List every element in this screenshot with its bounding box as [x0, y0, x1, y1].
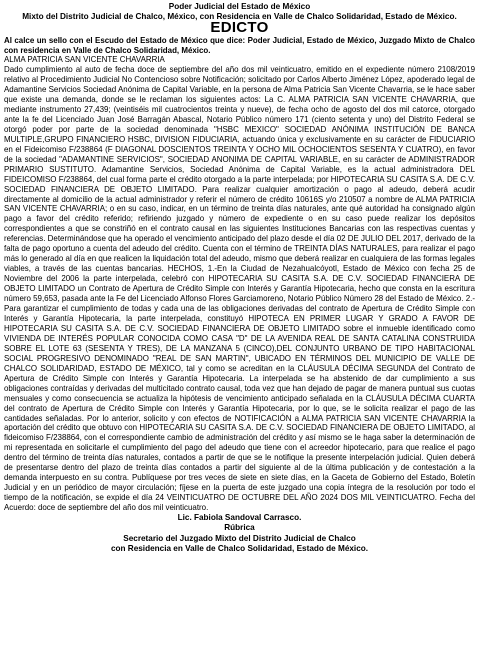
edict-body: Dado cumplimiento al auto de fecha doce de septiembre del año dos mil veinticuatro, emitido en el expediente número 2108/2019 relativo al Procedimiento Judicial No Contencioso sobre Notificación; solicitado por Carlos Alberto Jiménez López, apoderado legal de Adamantine Servicios Sociedad Anónima de Capital Variable, en la persona de Alma Patricia San Vicente Chavarria, se le hace saber que existe una demanda, donde se le reclaman los siguientes actos: La C. ALMA PATRICIA SAN VICENTE CHAVARRIA, que mediante instrumento 27,439; (veintiséis mil cuatrocientos treinta y nueve), de fecha ocho de agosto del dos mil catorce, otorgado ante la fe del Licenciado Juan José Barragán Abascal, Notario Público número 171 (ciento setenta y uno) del Distrito Federal se otorgó poder por parte de la sociedad denominada "HSBC MEXICO" SOCIEDAD ANÓNIMA INSTITUCIÓN DE BANCA MULTIPLE,GRUPO FINANCIERO HSBC, DIVISION FIDUCIARIA, actuando única y exclusivamente en su carácter de FIDUCIARIO en el Fideicomiso F/238864 (F DIAGONAL DOSCIENTOS TREINTA Y OCHO MIL OCHOCIENTOS SESENTA Y CUATRO), en favor de la sociedad "ADAMANTINE SERVICIOS", SOCIEDAD ANONIMA DE CAPITAL VARIABLE, en su carácter de ADMINISTRADOR PRIMARIO SUSTITUTO. Adamantine Servicios, Sociedad Anónima de Capital Variable, es la actual administradora DEL FIDEICOMISO F/238864, del cual forma parte el crédito otorgado a la parte interpelada; por HIPOTECARIA SU CASITA S.A. DE C.V. SOCIEDAD FINANCIERA DE OBJETO LIMITADO. Para realizar cualquier amortización o pago al adeudo, deberá acudir directamente al domicilio de la actual administrador y referir el número de crédito 10616S y/o 210507 a nombre de ALMA PATRICIA SAN VICENTE CHAVARRIA; o en su caso, indicar, en un término de treinta días naturales, ante qué autoridad ha consignado algún pago a favor del crédito referido; refiriendo juzgado y número de expediente o en su caso puede realizar los depósitos correspondientes a que se constriñó en el contrato causal en las siguientes Instituciones Bancarias con las respectivas cuentas y referencias. Determinándose que ha operado el vencimiento anticipado del plazo desde el día 02 DE JULIO DEL 2017, derivado de la falta de pago oportuno a cuenta del adeudo del crédito. Cuenta con el término de TREINTA DÍAS NATURALES, para realizar el pago más lo generado al día en que realicen la liquidación total del adeudo, mismo que deberá realizar en cualquiera de las formas legales viables, a través de las cuentas bancarias. HECHOS, 1.-En la Ciudad de Nezahualcóyotl, Estado de México con fecha 25 de Noviembre del 2006 la parte interpelada, celebró con HIPOTECARIA SU CASITA S.A. DE C.V. SOCIEDAD FINANCIERA DE OBJETO LIMITADO un Contrato de Apertura de Crédito Simple con Interés y Garantía Hipotecaria, hecho que consta en la escritura número 59,653, pasada ante la Fe del Licenciado Alfonso Flores Garciamoreno, Notario Público Número 28 del Estado de México. 2.-Para garantizar el cumplimiento de todas y cada una de las obligaciones derivadas del contrato de Apertura de Crédito Simple con Interés y Garantía Hipotecaria, la parte interpelada, constituyó HIPOTECA EN PRIMER LUGAR Y GRADO A FAVOR DE HIPOTECARIA SU CASITA S.A. DE C.V. SOCIEDAD FINANCIERA DE OBJETO LIMITADO sobre el inmueble identificado como VIVIENDA DE INTERÉS POPULAR CONOCIDA COMO CASA "D" DE LA AVENIDA REAL DE SANTA CATALINA CONSTRUIDA SOBRE EL LOTE 63 (SESENTA Y TRES), DE LA MANZANA 5 (CINCO),DEL CONJUNTO URBANO DE TIPO HABITACIONAL SOCIAL PROGRESIVO DENOMINADO "REAL DE SAN MARTIN", UBICADO EN TÉRMINOS DEL MUNICIPIO DE VALLE DE CHALCO SOLIDARIDAD, ESTADO DE MÉXICO, tal y como se acreditan en la CLÁUSULA DÉCIMA SEGUNDA del Contrato de Apertura de Crédito Simple con Interés y Garantía Hipotecaria. La interpelada se ha abstenido de dar cumplimiento a sus obligaciones contraídas y derivadas del multicitado contrato causal, toda vez que han dejado de pagar de manera puntual sus cuotas mensuales y como consecuencia se actualiza la hipótesis de vencimiento anticipado señalada en la CLÁUSULA DÉCIMA CUARTA del contrato de Apertura de Crédito Simple con Interés y Garantía Hipotecaria, por lo que, se le solicita realizar el pago de las cantidades señaladas. Por lo anterior, solicito y con efectos de NOTIFICACIÓN a ALMA PATRICIA SAN VICENTE CHAVARRIA la aportación del crédito que obtuvo con HIPOTECARIA SU CASITA S.A. DE C.V. SOCIEDAD FINANCIERA DE OBJETO LIMITADO, al fideicomiso F/238864, con el correspondiente cambio de administración del crédito y así mismo se le haga saber la determinación de mi representada en solicitarle el cumplimiento del pago del adeudo que tiene con el acreedor hipotecario, para que realice el pago dentro del término de treinta días naturales, contados a partir de que se le notifique la presente interpelación judicial. Quien deberá de presentarse dentro del plazo de treinta días contados a partir del siguiente al de la última publicación y de contestación a la demanda interpuesto en su contra. Publíquese por tres veces de siete en siete días, en la Gaceta de Gobierno del Estado, Boletín Judicial y en un periódico de mayor circulación; fíjese en la puerta de este juzgado una copia íntegra de la resolución por todo el tiempo de la notificación, se expide el día 24 VEINTICUATRO DE OCTUBRE DEL AÑO 2024 DOS MIL VEINTICUATRO. Fecha del Acuerdo: doce de septiembre del año dos mil veinticuatro. [4, 65, 475, 513]
signer-name: Lic. Fabiola Sandoval Carrasco. [177, 513, 302, 523]
signature-block [4, 513, 475, 554]
seal-description: Al calce un sello con el Escudo del Estado de México que dice: Poder Judicial, Estado de México, Juzgado Mixto de Chalco con residencia en Valle de Chalco Solidaridad, México. [4, 36, 475, 55]
signature-rubrica: Rúbrica [224, 523, 255, 533]
signer-role: Secretario del Juzgado Mixto del Distrito Judicial de Chalco [123, 533, 356, 543]
addressee-name: ALMA PATRICIA SAN VICENTE CHAVARRIA [4, 55, 165, 65]
court-location: Mixto del Distrito Judicial de Chalco, México, con Residencia en Valle de Chalco Solidaridad, Estado de México. [22, 11, 457, 21]
signer-court: con Residencia en Valle de Chalco Solidaridad, Estado de México. [110, 543, 369, 553]
page-title: EDICTO [210, 19, 269, 36]
court-name: Poder Judicial del Estado de México [168, 2, 311, 11]
